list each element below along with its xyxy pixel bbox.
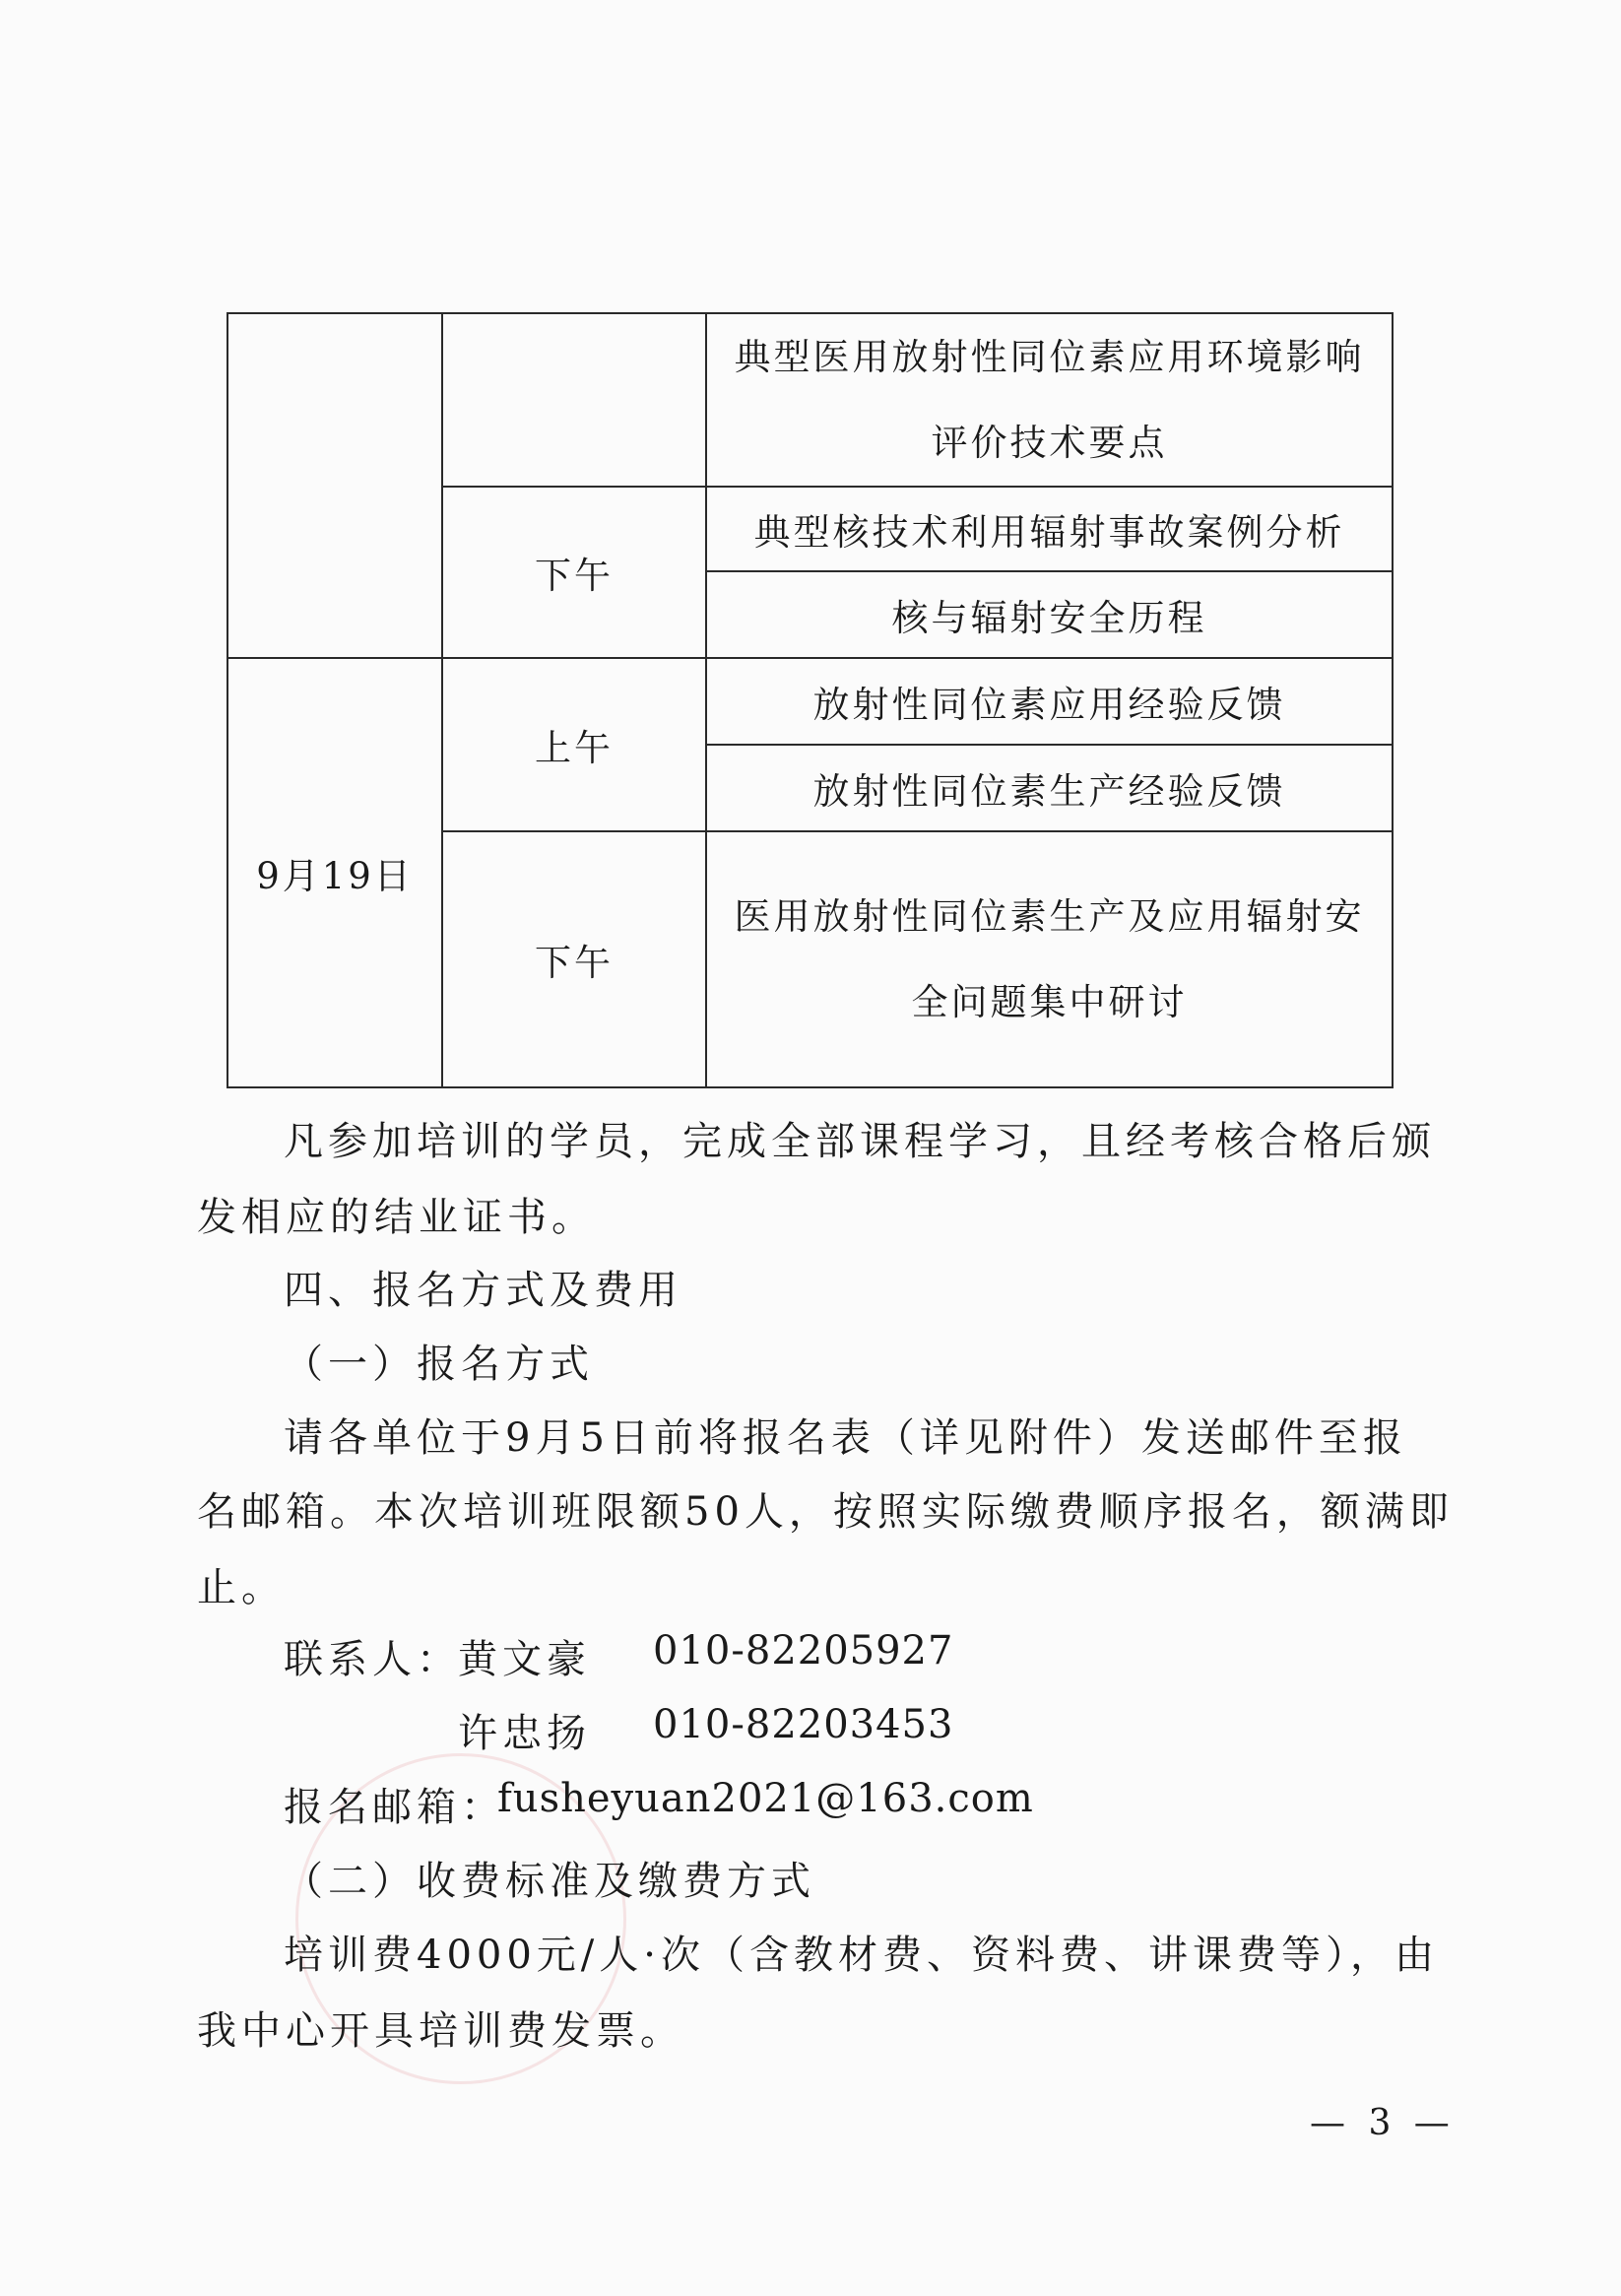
topic-cell: 放射性同位素生产经验反馈 [706,745,1393,831]
fee-text-line1: 培训费4000元/人·次（含教材费、资料费、讲课费等），由 [284,1933,1439,1978]
contact-label: 联系人： [284,1637,461,1682]
topic-cell [706,313,1393,487]
registration-text-line2: 名邮箱。本次培训班限额50人，按照实际缴费顺序报名，额满即 [197,1489,1454,1535]
certificate-text-line2: 发相应的结业证书。 [197,1195,596,1240]
contact2-phone: 010-82203453 [653,1702,954,1747]
topic-cell: 放射性同位素应用经验反馈 [706,658,1393,745]
date-cell: 9月19日 [227,658,442,1087]
schedule-table [227,312,1394,1088]
topic-line: 医用放射性同位素生产及应用辐射安 [734,895,1365,938]
topic-cell: 核与辐射安全历程 [706,571,1393,658]
table-row [227,313,1393,487]
topic-cell [706,831,1393,1087]
topic-line: 典型医用放射性同位素应用环境影响 [734,336,1365,378]
table-row [227,658,1393,745]
certificate-text-line1: 凡参加培训的学员，完成全部课程学习，且经考核合格后颁 [284,1119,1436,1164]
session-cell: 下午 [442,487,706,658]
contact1-phone: 010-82205927 [653,1628,954,1673]
topic-line: 全问题集中研讨 [911,981,1188,1023]
topic-cell: 典型核技术利用辐射事故案例分析 [706,487,1393,571]
page-number: — 3 — [1310,2103,1456,2143]
subsection1-heading: （一）报名方式 [284,1342,594,1387]
date-cell [227,313,442,658]
topic-line: 评价技术要点 [931,422,1168,464]
subsection2-heading: （二）收费标准及缴费方式 [284,1859,815,1904]
contact1-name: 黄文豪 [458,1637,591,1682]
registration-text-line1: 请各单位于9月5日前将报名表（详见附件）发送邮件至报 [284,1415,1407,1461]
email-label: 报名邮箱： [284,1785,505,1830]
registration-text-line3: 止。 [197,1565,286,1610]
session-cell: 下午 [442,831,706,1087]
session-cell [442,313,706,487]
registration-email: fusheyuan2021@163.com [497,1776,1034,1821]
section4-heading: 四、报名方式及费用 [284,1268,682,1313]
session-cell: 上午 [442,658,706,831]
fee-text-line2: 我中心开具培训费发票。 [197,2008,684,2054]
contact2-name: 许忠扬 [458,1711,591,1756]
